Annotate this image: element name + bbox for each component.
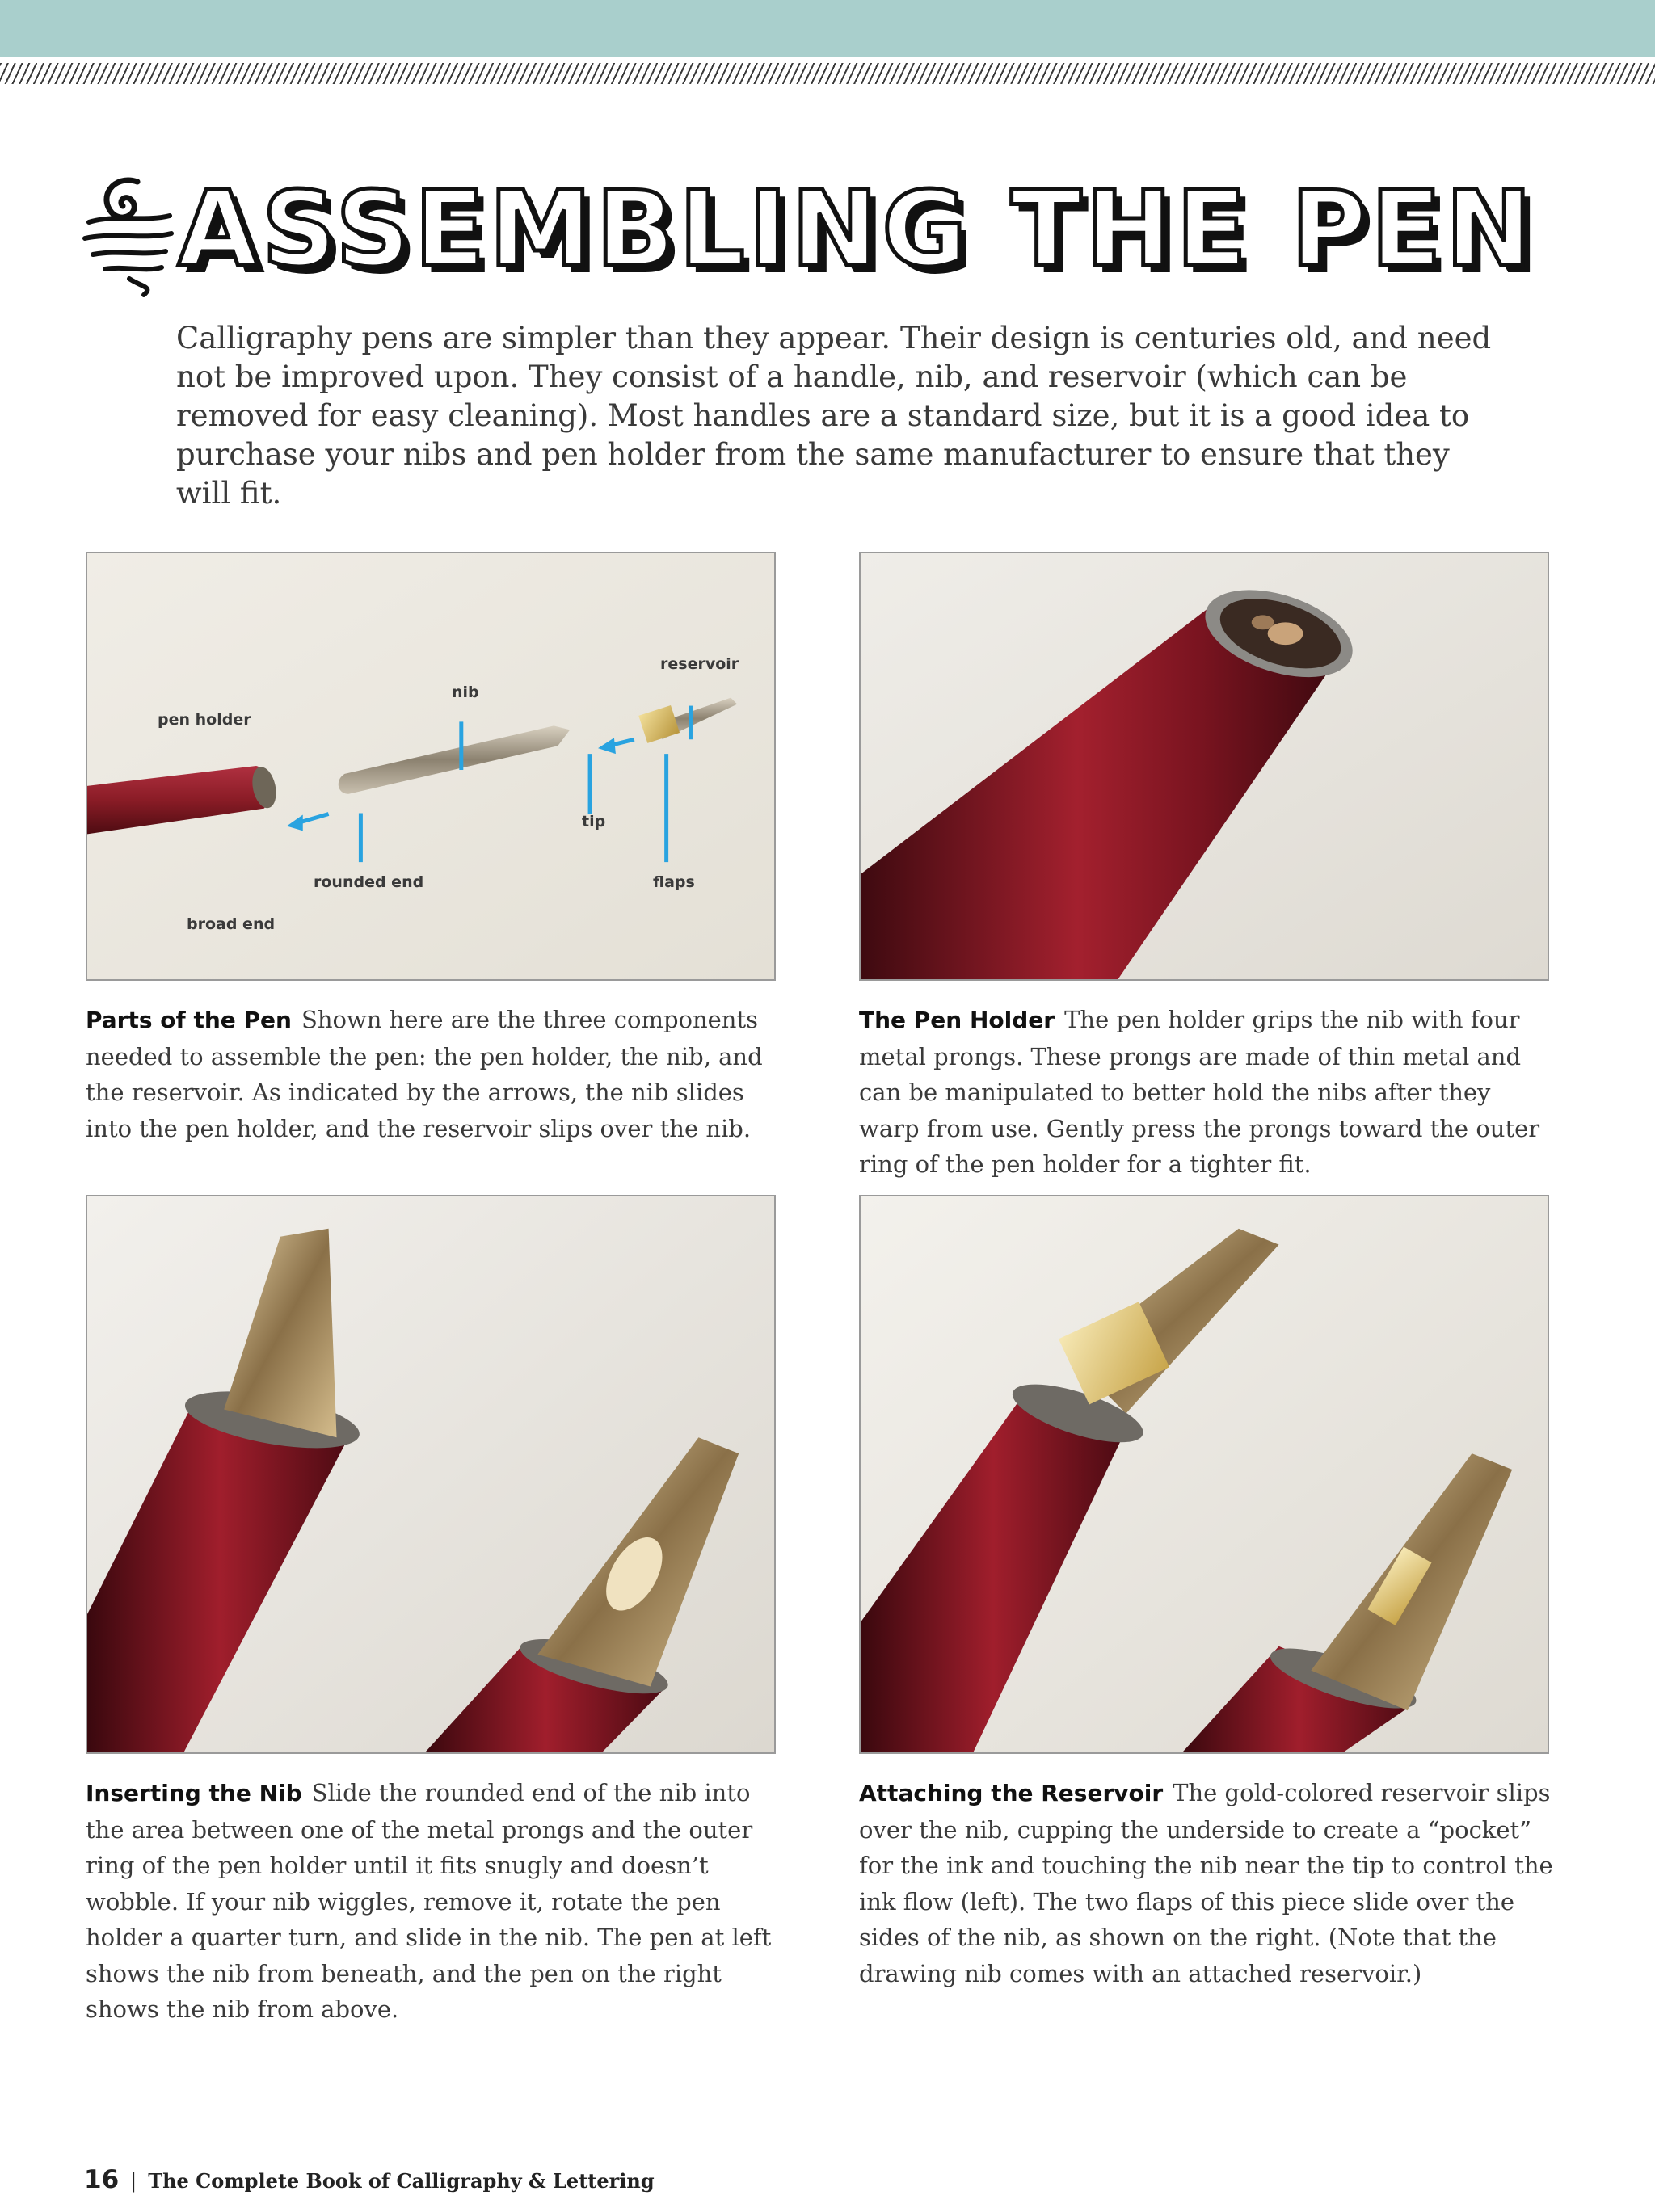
caption-pen-holder — [859, 1002, 1554, 1183]
top-color-band — [0, 0, 1655, 57]
intro-paragraph: Calligraphy pens are simpler than they appear. Their design is centuries old, and need not be improved upon. They consist of a handle, nib, and reservoir (which can be removed for easy cleaning). Most handles are a standard size, but it is a good idea to purchase your nibs and pen holder from the same manufacturer to ensure that they will fit. — [176, 321, 1492, 511]
book-title: The Complete Book of Calligraphy & Lettering — [148, 2169, 655, 2193]
caption-text: The pen holder grips the nib with four metal prongs. These prongs are made of thin metal and can be manipulated to better hold the nibs after they warp from use. Gently press the prongs toward the outer ring of the pen holder for a tighter fit. — [859, 1006, 1540, 1178]
label-flaps: flaps — [653, 873, 695, 891]
caption-attaching-reservoir — [859, 1775, 1554, 1991]
photo-attaching-reservoir — [859, 1195, 1549, 1754]
caption-lead: The Pen Holder — [859, 1007, 1055, 1033]
page-title: ASSEMBLING THE PEN — [178, 170, 1536, 290]
footer-separator: | — [130, 2170, 137, 2193]
label-pen-holder: pen holder — [158, 711, 251, 729]
photo-inserting-nib — [86, 1195, 776, 1754]
label-broad-end: broad end — [187, 915, 276, 933]
label-nib: nib — [452, 683, 479, 701]
hatched-rule — [0, 63, 1655, 84]
label-rounded-end: rounded end — [314, 873, 424, 891]
page-number: 16 — [84, 2165, 120, 2194]
label-reservoir: reservoir — [660, 655, 739, 673]
caption-parts-of-pen — [86, 1002, 781, 1146]
page-footer — [84, 2165, 655, 2194]
swirl-ornament-icon — [81, 166, 178, 303]
caption-text: Shown here are the three components needed to assemble the pen: the pen holder, the nib, and the reservoir. As indicated by the arrows, the nib slides into the pen holder, and the reservoir slips over the nib. — [86, 1006, 763, 1142]
caption-lead: Attaching the Reservoir — [859, 1780, 1164, 1806]
caption-lead: Parts of the Pen — [86, 1007, 292, 1033]
label-tip: tip — [582, 813, 606, 831]
photo-pen-holder — [859, 552, 1549, 981]
photo-parts-of-pen — [86, 552, 776, 981]
caption-text: The gold-colored reservoir slips over the nib, cupping the underside to create a “pocket” for the ink and touching the nib near the tip to control the ink flow (left). The two flaps of this piece slide over the sides of the nib, as shown on the right. (Note that the drawing nib comes with an attached reservoir.) — [859, 1779, 1553, 1987]
caption-inserting-nib — [86, 1775, 781, 2028]
caption-lead: Inserting the Nib — [86, 1780, 302, 1806]
caption-text: Slide the rounded end of the nib into the area between one of the metal prongs and the outer ring of the pen holder until it fits snugly and doesn’t wobble. If your nib wiggles, remove it, rotate the pen holder a quarter turn, and slide in the nib. The pen at left shows the nib from beneath, and the pen on the right shows the nib from above. — [86, 1779, 772, 2023]
